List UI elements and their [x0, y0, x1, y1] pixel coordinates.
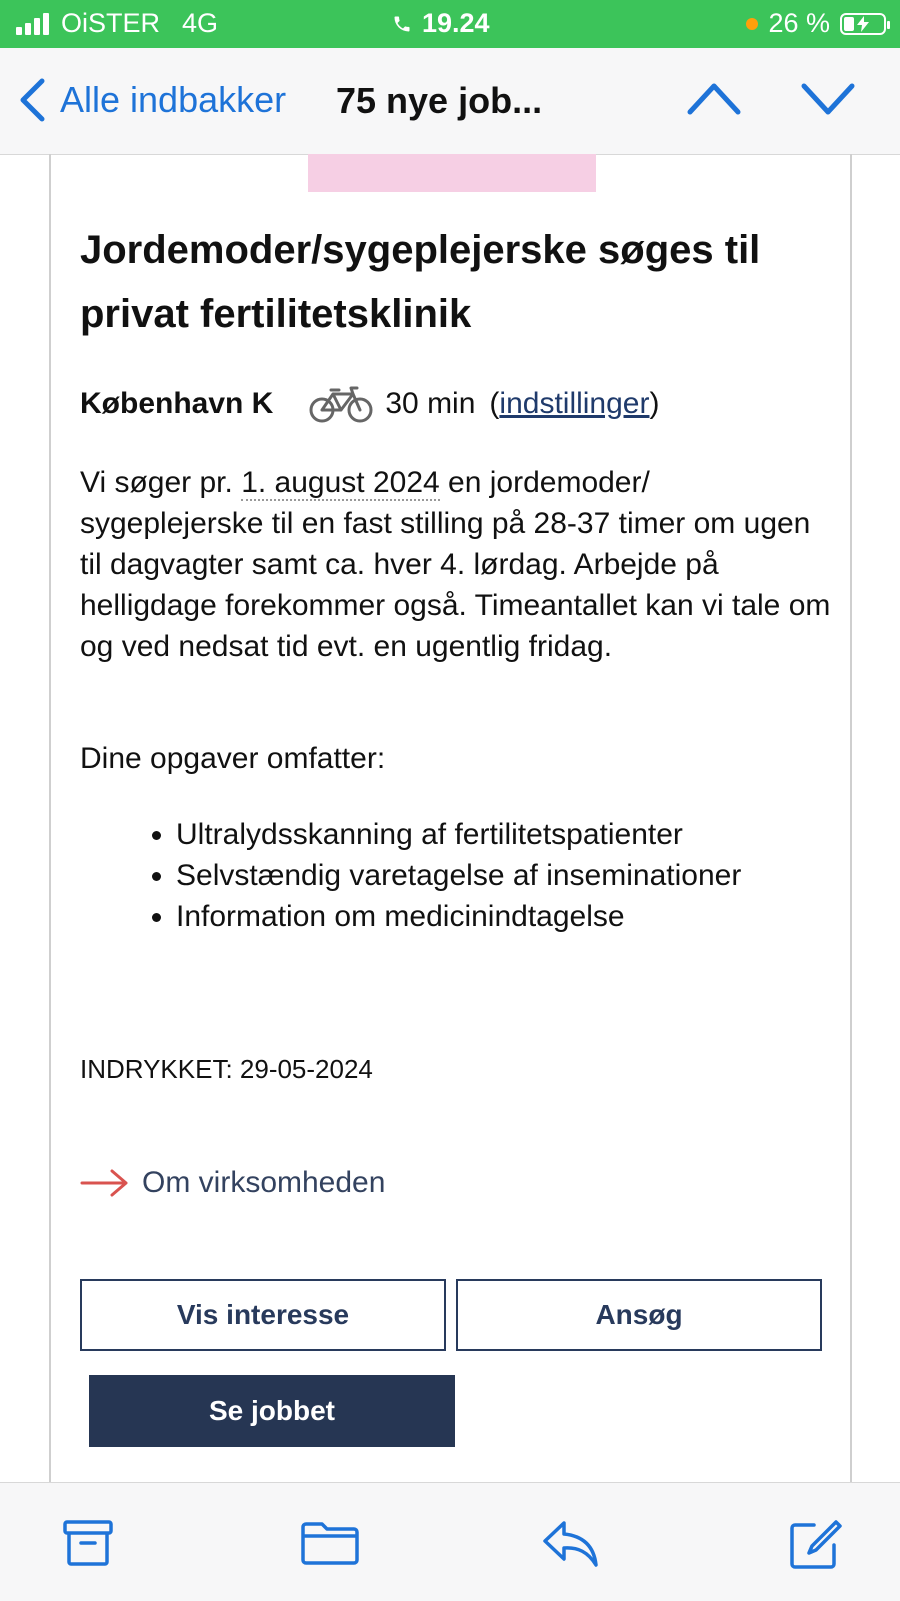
show-interest-button[interactable]: Vis interesse	[80, 1279, 446, 1351]
navigation-bar	[0, 48, 900, 155]
reply-icon	[542, 1519, 600, 1569]
bottom-toolbar	[0, 1482, 900, 1601]
previous-message-button[interactable]	[686, 76, 742, 125]
job-title[interactable]: Jordemoder/sygeplejerske søges til privat fertilitetsklinik	[80, 228, 761, 336]
compose-icon	[788, 1519, 842, 1571]
tasks-list	[128, 814, 741, 937]
reply-button[interactable]	[542, 1519, 600, 1574]
arrow-right-icon	[80, 1168, 130, 1198]
clock: 19.24	[422, 8, 490, 38]
apply-button[interactable]: Ansøg	[456, 1279, 822, 1351]
description-start: Vi søger pr.	[80, 466, 242, 499]
banner-strip	[308, 154, 596, 192]
archive-button[interactable]	[62, 1519, 114, 1572]
list-item: • Selvstændig varetagelse af inseminationer	[176, 855, 741, 896]
chevron-down-icon	[800, 76, 856, 120]
nav-title: 75 nye job...	[336, 80, 543, 121]
folder-icon	[300, 1519, 360, 1567]
back-button[interactable]	[18, 78, 286, 122]
signal-icon	[16, 13, 49, 35]
list-item: • Information om medicinindtagelse	[176, 896, 741, 937]
carrier-name: OiSTER	[61, 8, 161, 38]
posted-date: INDRYKKET: 29-05-2024	[80, 1054, 373, 1084]
status-center	[392, 8, 490, 39]
commute-time: 30 min	[385, 387, 476, 420]
next-message-button[interactable]	[800, 76, 856, 125]
network-type: 4G	[182, 8, 219, 38]
job-location: København K	[80, 387, 274, 420]
status-left	[16, 8, 218, 39]
privacy-dot-icon	[746, 18, 758, 30]
status-bar	[0, 0, 900, 48]
tasks-intro: Dine opgaver omfatter:	[80, 742, 386, 775]
archive-icon	[62, 1519, 114, 1567]
description-rest: en jordemoder/ sygeplejerske til en fast stilling på 28-37 timer om ugen til dagvagter samt ca. hver 4. lørdag. Arbejde på helligdage forekommer også. Timeantallet kan vi tale om og ved nedsat tid evt. en ugentlig fridag.	[80, 466, 831, 663]
chevron-left-icon	[18, 78, 46, 122]
chevron-up-icon	[686, 76, 742, 120]
phone-icon	[392, 14, 412, 34]
back-label: Alle indbakker	[60, 79, 287, 120]
start-date-link[interactable]: 1. august 2024	[241, 466, 440, 499]
company-link-label: Om virksomheden	[142, 1166, 386, 1199]
job-meta	[80, 384, 659, 424]
move-to-folder-button[interactable]	[300, 1519, 360, 1572]
settings-wrapper: (indstillinger)	[489, 387, 660, 420]
status-right	[746, 8, 886, 39]
compose-button[interactable]	[788, 1519, 842, 1576]
job-description	[80, 462, 840, 667]
see-job-button[interactable]: Se jobbet	[89, 1375, 455, 1447]
company-link[interactable]	[80, 1166, 385, 1200]
list-item: • Ultralydsskanning af fertilitetspatienter	[176, 814, 741, 855]
bicycle-icon	[309, 384, 373, 424]
battery-icon	[840, 13, 886, 35]
settings-link[interactable]: indstillinger	[499, 387, 650, 420]
battery-percent: 26 %	[768, 8, 830, 38]
